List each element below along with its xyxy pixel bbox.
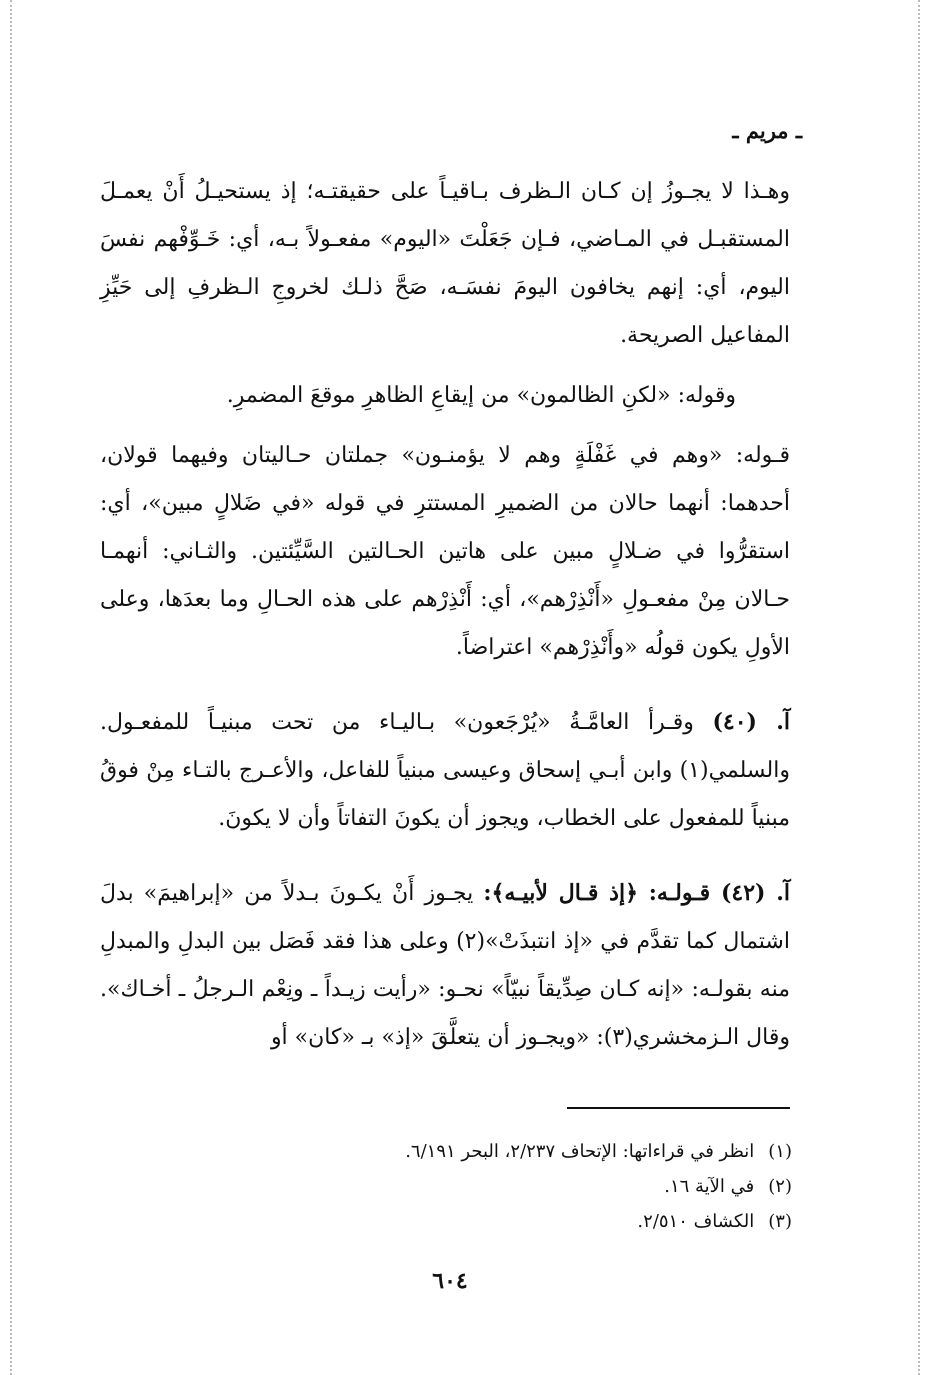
footnote-text: في الآية ١٦.: [664, 1176, 755, 1197]
paragraph-5: [100, 869, 790, 1062]
footnotes: [280, 1134, 792, 1239]
paragraph-4: [100, 698, 790, 843]
paragraph-2: وقوله: «لكنِ الظالمون» من إيقاعِ الظاهرِ موقعَ المضمرِ.: [226, 383, 736, 408]
verse-ref-42: آ. (٤٢) قـولـه: ﴿إذ قـال لأبيـه﴾:: [483, 880, 790, 906]
main-text: [100, 168, 790, 1062]
footnote-2: [280, 1169, 792, 1204]
paragraph-4-text: وقـرأ العامَّـةُ «يُرْجَعون» بـاليـاء من تحت مبنيـاً للمفعـول. والسلمي(١) وابن أبـي إسحاق وعيسى مبنياً للفاعل، والأعـرج بالتـاء مِنْ فوقُ مبنياً للمفعول على الخطاب، ويجوز أن يكونَ التفاتاً وأن لا يكونَ.: [100, 710, 790, 831]
scan-edge-right: [918, 0, 920, 1375]
verse-ref-40: آ. (٤٠): [712, 709, 790, 735]
paragraph-3: قـوله: «وهم في غَفْلَةٍ وهم لا يؤمنـون» جملتان حـاليتان وفيهما قولان، أحدهما: أنهما حالان من الضميرِ المستترِ في قوله «في ضَلالٍ مبين»، أي: استقرُّوا في ضـلالٍ مبين على هاتين الحـالتين السَّيِّئتين. والثـاني: أنهمـا حـالان مِنْ مفعـولِ «أَنْذِرْهم»، أي: أَنْذِرْهم على هذه الحـالِ وما بعدَها، وعلى الأولِ يكون قولُه «وأَنْذِرْهم» اعتراضاً.: [100, 443, 790, 660]
footnote-number: (٣): [768, 1211, 792, 1232]
paragraph-5-text: يجـوز أَنْ يكـونَ بـدلاً من «إبراهيمَ» بدلَ اشتمال كما تقدَّم في «إذ انتبذَتْ»(٢) وعلى هذا فقد فَصَل بين البدلِ والمبدلِ منه بقولـه: «إنه كـان صِدِّيقاً نبيّاً» نحـو: «رأيت زيـداً ـ ونِعْم الـرجلُ ـ أخـاك». وقال الـزمخشري(٣): «ويجـوز أن يتعلَّقَ «إذ» بـ «كان» أو: [100, 881, 790, 1050]
running-head: ـ مريم ـ: [732, 118, 802, 143]
footnote-1: [280, 1134, 792, 1169]
scan-edge-left: [10, 0, 12, 1375]
footnote-number: (١): [768, 1141, 792, 1162]
paragraph-1: وهـذا لا يجـوزُ إن كـان الـظرف بـاقيـاً على حقيقتـه؛ إذ يستحيـلُ أَنْ يعمـلَ المستقبـل في المـاضي، فـإن جَعَلْتَ «اليوم» مفعـولاً بـه، أي: خَـوِّفْهم نفسَ اليوم، أي: إنهم يخافون اليومَ نفسَـه، صَحَّ ذلـك لخروجِ الـظرفِ إلى حَيِّزِ المفاعيل الصريحة.: [100, 179, 790, 348]
footnote-3: [280, 1204, 792, 1239]
footnote-text: الكشاف ٢/٥١٠.: [637, 1211, 755, 1232]
footnote-separator: [567, 1107, 790, 1109]
footnote-text: انظر في قراءاتها: الإتحاف ٢/٢٣٧، البحر ٦/١٩١.: [405, 1141, 755, 1162]
page-number: ٦٠٤: [432, 1268, 468, 1294]
footnote-number: (٢): [768, 1176, 792, 1197]
